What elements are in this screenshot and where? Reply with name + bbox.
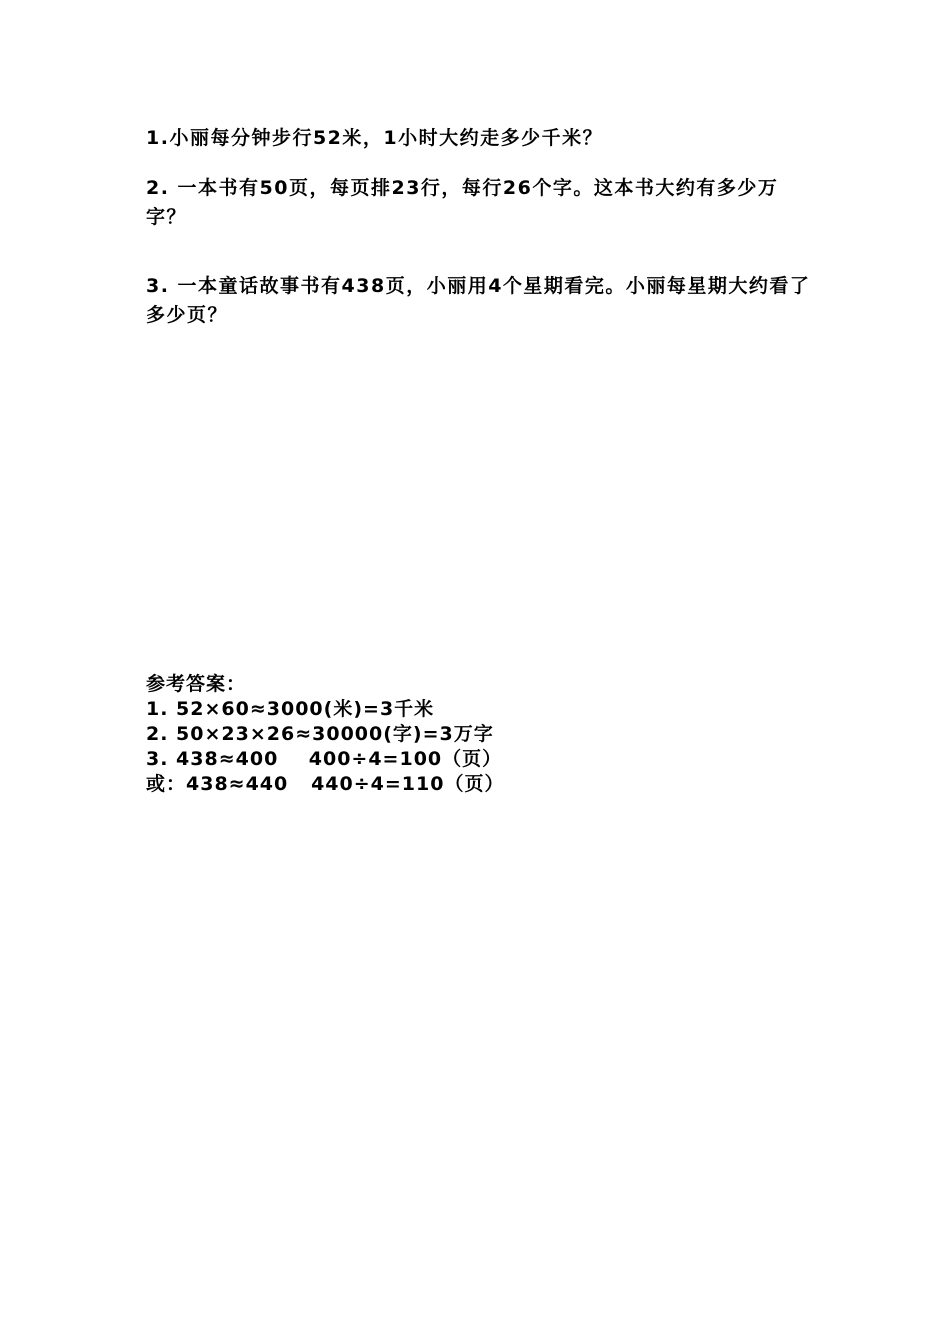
answer-key <box>146 672 504 797</box>
answer-line-2: 2. 50×23×26≈30000(字)=3万字 <box>146 723 494 745</box>
question-3: 3. 一本童话故事书有438页，小丽用4个星期看完。小丽每星期大约看了多少页？ <box>146 275 811 326</box>
question-2: 2. 一本书有50页，每页排23行，每行26个字。这本书大约有多少万字？ <box>146 177 779 228</box>
answer-line-1: 1. 52×60≈3000(米)=3千米 <box>146 698 435 720</box>
answer-line-alternative: 或：438≈440 440÷4=110（页） <box>146 773 505 795</box>
answer-key-heading: 参考答案： <box>146 673 247 695</box>
question-1: 1.小丽每分钟步行52米，1小时大约走多少千米？ <box>146 127 604 149</box>
answer-line-3: 3. 438≈400 400÷4=100（页） <box>146 748 503 770</box>
